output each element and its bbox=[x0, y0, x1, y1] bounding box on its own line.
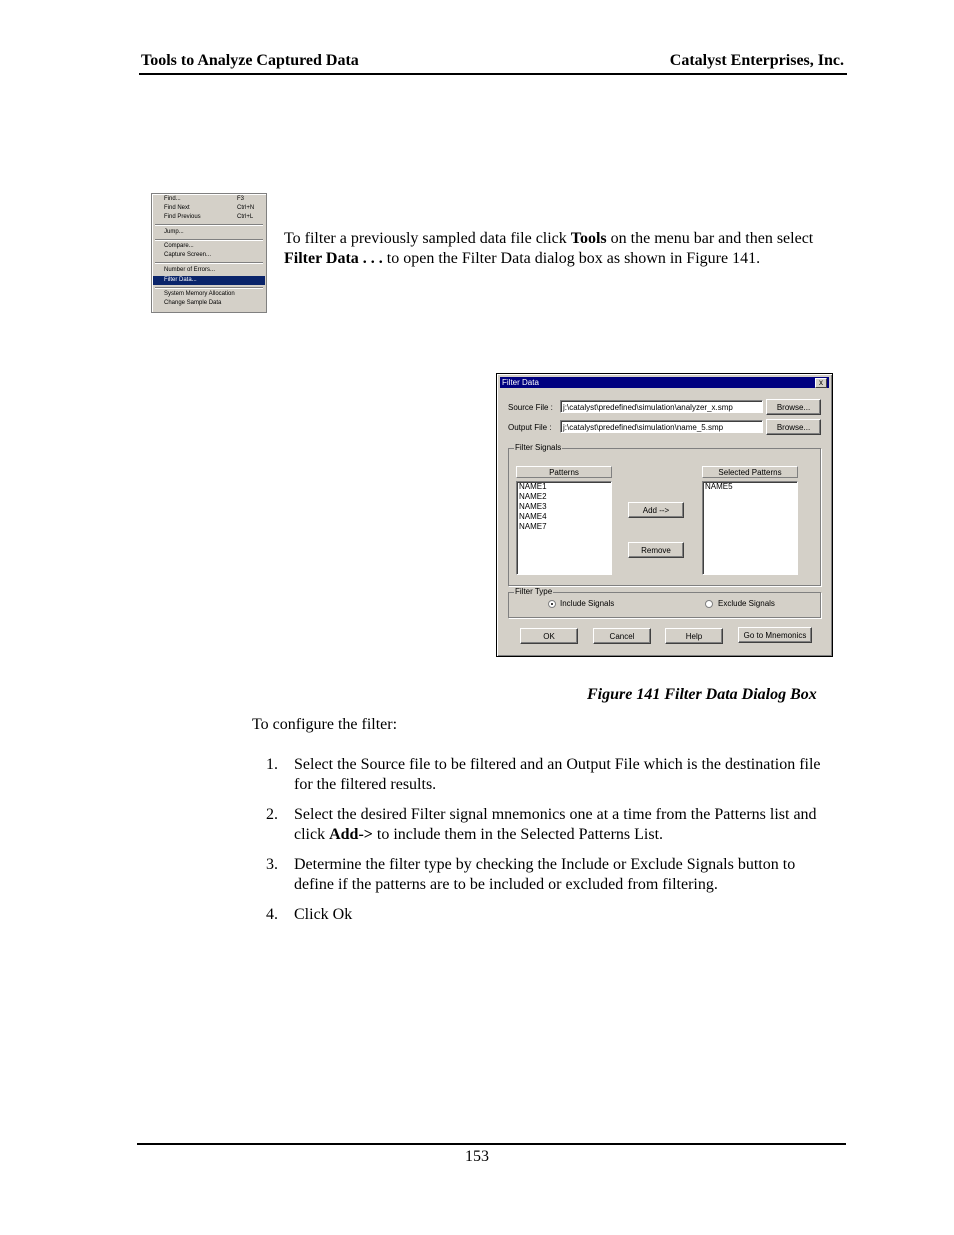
list-item[interactable]: NAME2 bbox=[519, 492, 547, 501]
source-file-label: Source File : bbox=[508, 403, 553, 412]
menu-item-find-previous[interactable]: Find Previous Ctrl+L bbox=[164, 214, 254, 220]
browse-output-button[interactable]: Browse... bbox=[766, 419, 821, 435]
browse-source-button[interactable]: Browse... bbox=[766, 399, 821, 415]
menu-separator bbox=[155, 262, 263, 264]
filter-signals-group bbox=[508, 443, 821, 586]
menu-item-find-next[interactable]: Find Next Ctrl+N bbox=[164, 205, 255, 211]
output-file-field[interactable]: j:\catalyst\predefined\simulation\name_5.smp bbox=[560, 420, 763, 433]
menu-item-find[interactable]: Find... F3 bbox=[164, 196, 245, 202]
list-item[interactable]: NAME4 bbox=[519, 512, 547, 521]
menu-separator bbox=[155, 224, 263, 226]
menu-item-number-of-errors[interactable]: Number of Errors... bbox=[164, 267, 216, 273]
steps-list bbox=[266, 755, 836, 935]
dialog-title: Filter Data bbox=[502, 378, 539, 387]
go-to-mnemonics-button[interactable]: Go to Mnemonics bbox=[738, 627, 812, 643]
close-icon[interactable]: x bbox=[815, 378, 827, 388]
running-header-right: Catalyst Enterprises, Inc. bbox=[669, 52, 844, 69]
filter-data-dialog bbox=[496, 373, 833, 657]
filter-signals-title: Filter Signals bbox=[515, 443, 562, 452]
list-item[interactable]: NAME7 bbox=[519, 522, 547, 531]
page-number: 153 bbox=[465, 1148, 489, 1165]
remove-button[interactable]: Remove bbox=[628, 542, 684, 558]
menu-item-system-memory[interactable]: System Memory Allocation bbox=[164, 291, 235, 297]
include-signals-radio[interactable] bbox=[548, 600, 556, 608]
intro-paragraph: To filter a previously sampled data file click Tools on the menu bar and then select Filter Data . . . to open the Filter Data dialog box as shown in Figure 141. bbox=[284, 230, 814, 267]
tools-menu bbox=[151, 193, 267, 313]
include-signals-label: Include Signals bbox=[560, 599, 615, 608]
configure-heading: To configure the filter: bbox=[252, 716, 398, 733]
menu-separator bbox=[155, 287, 263, 289]
exclude-signals-radio[interactable] bbox=[705, 600, 713, 608]
footer-rule bbox=[137, 1143, 846, 1145]
selected-patterns-list[interactable] bbox=[702, 481, 798, 575]
exclude-signals-label: Exclude Signals bbox=[718, 599, 775, 608]
filter-type-title: Filter Type bbox=[515, 587, 553, 596]
menu-item-jump[interactable]: Jump... bbox=[164, 229, 184, 235]
list-item: 4. Click Ok bbox=[266, 906, 353, 923]
running-header-left: Tools to Analyze Captured Data bbox=[141, 52, 359, 69]
patterns-list[interactable] bbox=[516, 481, 612, 575]
source-file-field[interactable]: j:\catalyst\predefined\simulation\analyzer_x.smp bbox=[560, 400, 763, 413]
menu-item-capture-screen[interactable]: Capture Screen... bbox=[164, 252, 212, 258]
figure-caption: Figure 141 Filter Data Dialog Box bbox=[587, 686, 817, 703]
help-button[interactable]: Help bbox=[665, 628, 723, 644]
output-file-label: Output File : bbox=[508, 423, 552, 432]
selected-patterns-header: Selected Patterns bbox=[702, 466, 798, 478]
cancel-button[interactable]: Cancel bbox=[593, 628, 651, 644]
patterns-header: Patterns bbox=[516, 466, 612, 478]
ok-button[interactable]: OK bbox=[520, 628, 578, 644]
header-rule bbox=[139, 73, 847, 75]
list-item[interactable]: NAME5 bbox=[705, 482, 733, 491]
menu-item-change-sample[interactable]: Change Sample Data bbox=[164, 300, 222, 306]
filter-type-group bbox=[508, 587, 821, 618]
list-item: 3. Determine the filter type by checking the Include or Exclude Signals button to define if the patterns are to be included or excluded from filtering. bbox=[266, 856, 796, 893]
list-item[interactable]: NAME3 bbox=[519, 502, 547, 511]
list-item: 1. Select the Source file to be filtered and an Output File which is the destination file for the filtered results. bbox=[266, 756, 821, 793]
menu-item-filter-data[interactable]: Filter Data... bbox=[153, 276, 265, 285]
add-button[interactable]: Add --> bbox=[628, 502, 684, 518]
list-item: 2. Select the desired Filter signal mnemonics one at a time from the Patterns list and click Add-> to include them in the Selected Patterns List. bbox=[266, 806, 817, 843]
menu-separator bbox=[155, 239, 263, 241]
dialog-titlebar bbox=[500, 377, 829, 388]
menu-item-compare[interactable]: Compare... bbox=[164, 243, 194, 249]
list-item[interactable]: NAME1 bbox=[519, 482, 547, 491]
